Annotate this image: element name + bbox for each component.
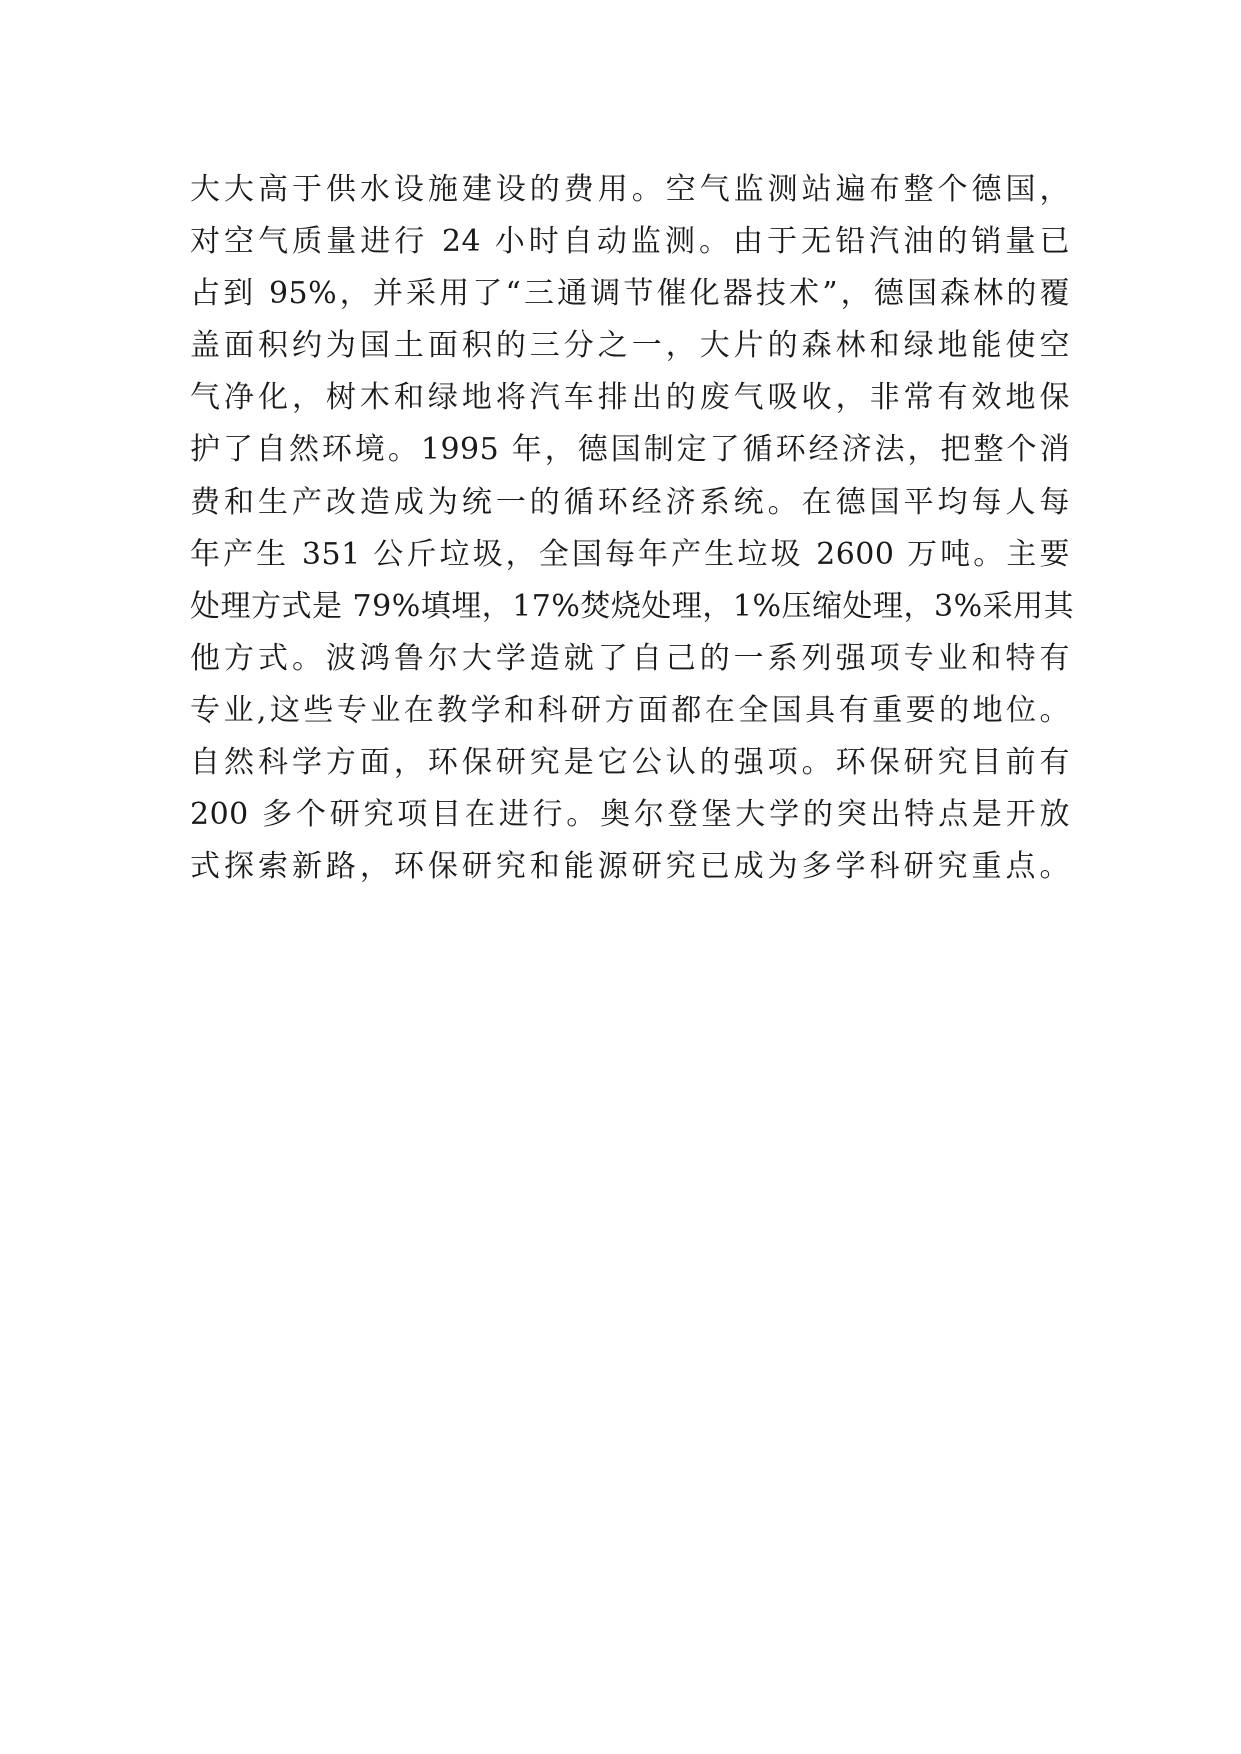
text-line: 费和生产改造成为统一的循环经济系统。在德国平均每人每 [190, 484, 1070, 520]
text-line: 处理方式是 79%填埋，17%焚烧处理，1%压缩处理，3%采用其 [190, 588, 1075, 624]
text-line: 自然科学方面，环保研究是它公认的强项。环保研究目前有 [190, 745, 1070, 781]
text-line: 盖面积约为国土面积的三分之一，大片的森林和绿地能使空 [190, 328, 1070, 364]
text-line: 专业,这些专业在教学和科研方面都在全国具有重要的地位。 [190, 692, 1070, 728]
text-line: 200 多个研究项目在进行。奥尔登堡大学的突出特点是开放 [190, 797, 1070, 833]
text-line: 式探索新路，环保研究和能源研究已成为多学科研究重点。 [190, 849, 1070, 885]
text-line: 他方式。波鸿鲁尔大学造就了自己的一系列强项专业和特有 [190, 640, 1070, 676]
text-line: 占到 95%，并采用了“三通调节催化器技术”，德国森林的覆 [190, 276, 1070, 312]
text-line: 护了自然环境。1995 年，德国制定了循环经济法，把整个消 [190, 432, 1070, 468]
text-line: 对空气质量进行 24 小时自动监测。由于无铅汽油的销量已 [190, 224, 1070, 260]
body-paragraph [190, 164, 1075, 893]
text-line: 大大高于供水设施建设的费用。空气监测站遍布整个德国， [190, 172, 1070, 207]
text-line: 年产生 351 公斤垃圾，全国每年产生垃圾 2600 万吨。主要 [190, 536, 1070, 572]
text-line: 气净化，树木和绿地将汽车排出的废气吸收，非常有效地保 [190, 380, 1070, 416]
